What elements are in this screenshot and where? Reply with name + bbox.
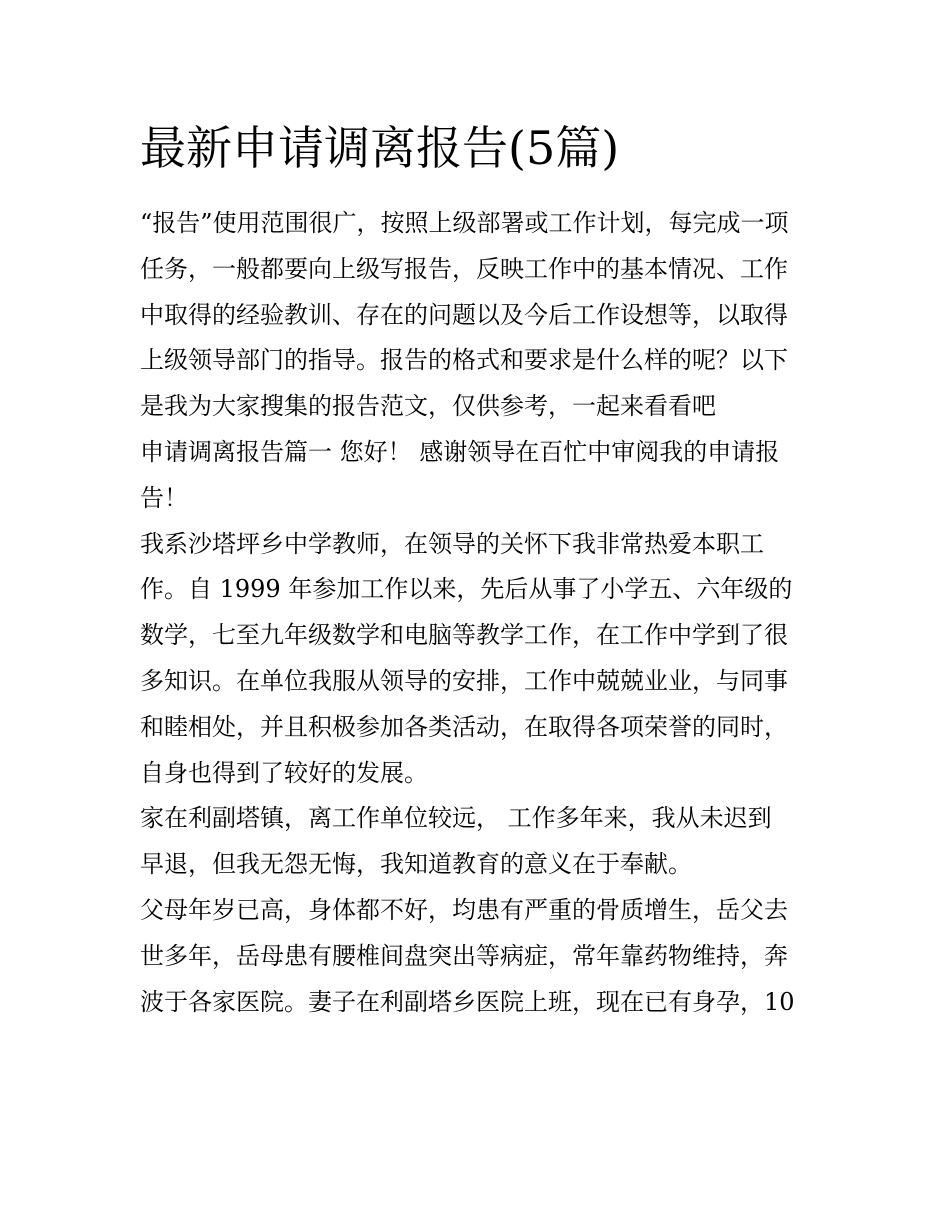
text-line: 作。自 1999 年参加工作以来，先后从事了小学五、六年级的 (140, 575, 793, 604)
text-line: 多知识。在单位我服从领导的安排，工作中兢兢业业，与同事 (140, 666, 788, 695)
text-line: “报告”使用范围很广，按照上级部署或工作计划，每完成一项 (140, 209, 789, 237)
text-line: 早退，但我无怨无悔，我知道教育的意义在于奉献。 (140, 850, 692, 879)
paragraph-intro (140, 201, 820, 430)
text-line: 上级领导部门的指导。报告的格式和要求是什么样的呢？以下 (140, 346, 788, 375)
text-line: 任务，一般都要向上级写报告，反映工作中的基本情况、工作 (140, 254, 788, 283)
text-line: 父母年岁已高，身体都不好，均患有严重的骨质增生，岳父去 (140, 895, 788, 924)
paragraph-family (140, 888, 820, 1025)
paragraph-home (140, 796, 820, 888)
text-line: 自身也得到了较好的发展。 (140, 758, 428, 787)
text-line: 我系沙塔坪乡中学教师，在领导的关怀下我非常热爱本职工 (140, 529, 764, 558)
text-line: 家在利副塔镇，离工作单位较远， 工作多年来，我从未迟到 (140, 804, 772, 833)
text-line: 告！ (140, 483, 188, 512)
text-line: 数学，七至九年级数学和电脑等教学工作，在工作中学到了很 (140, 621, 788, 650)
text-line: 波于各家医院。妻子在利副塔乡医院上班，现在已有身孕，10 (140, 987, 795, 1016)
text-line: 申请调离报告篇一 您好！ 感谢领导在百忙中审阅我的申请报 (140, 437, 780, 466)
document-title: 最新申请调离报告(5篇) (140, 121, 620, 175)
text-line: 世多年，岳母患有腰椎间盘突出等病症，常年靠药物维持，奔 (140, 941, 788, 970)
document-body (140, 201, 820, 1025)
paragraph-background (140, 522, 820, 797)
paragraph-greeting (140, 430, 820, 522)
text-line: 中取得的经验教训、存在的问题以及今后工作设想等，以取得 (140, 300, 788, 329)
text-line: 是我为大家搜集的报告范文，仅供参考，一起来看看吧 (140, 392, 716, 421)
text-line: 和睦相处，并且积极参加各类活动，在取得各项荣誉的同时， (140, 712, 788, 741)
